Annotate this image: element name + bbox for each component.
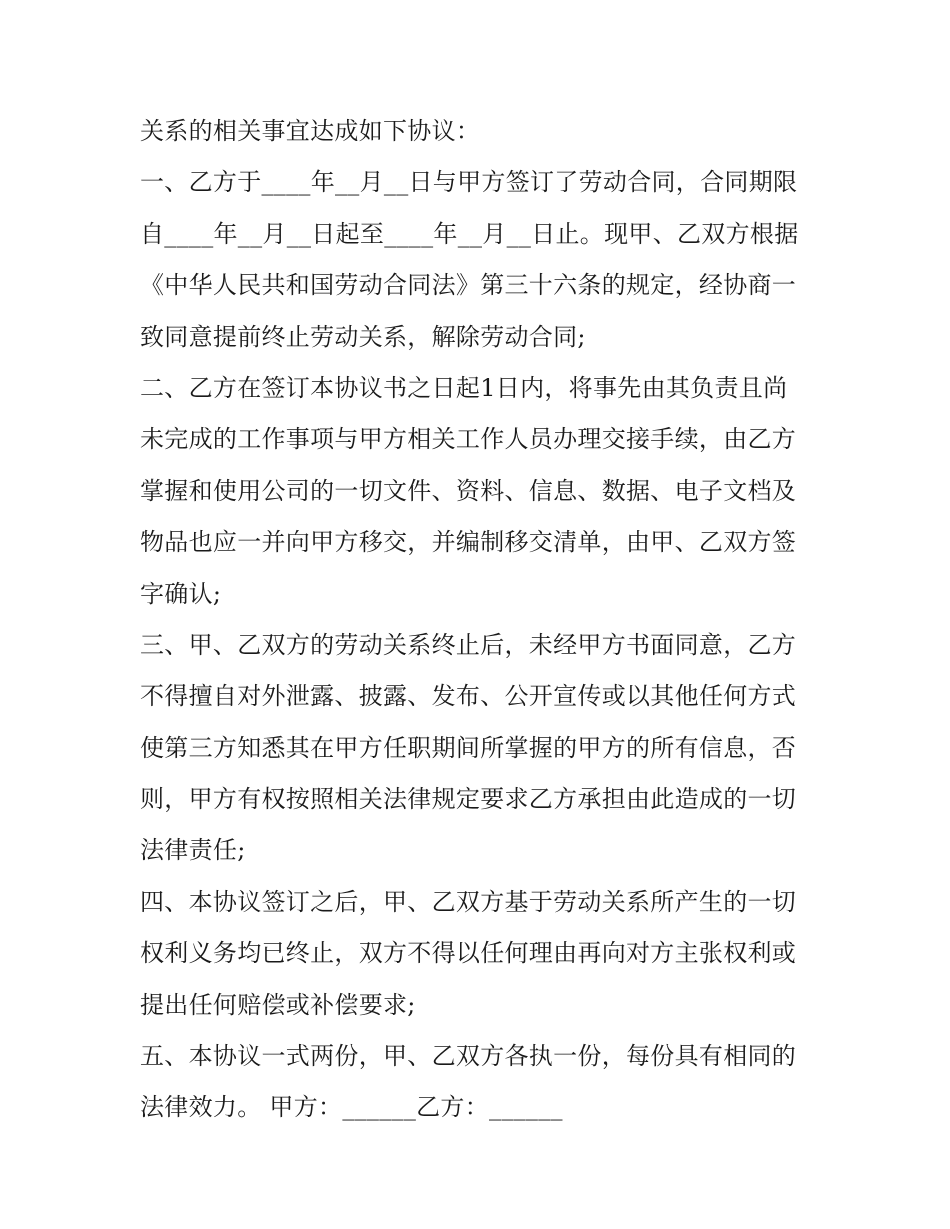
text-line: 五、本协议一式两份，甲、乙双方各执一份，每份具有相同的 [140,1042,797,1071]
text-line: 自____年__月__日起至____年__月__日止。现甲、乙双方根据 [140,219,799,248]
document-body [140,106,820,1134]
signature-line: 法律效力。 甲方：______乙方：______ [140,1093,563,1122]
text-line: 字确认; [140,579,222,608]
text-line: 权利义务均已终止，双方不得以任何理由再向对方主张权利或 [140,939,797,968]
text-line: 使第三方知悉其在甲方任职期间所掌握的甲方的所有信息，否 [140,733,797,762]
text-line: 物品也应一并向甲方移交，并编制移交清单，由甲、乙双方签 [140,528,797,557]
text-line: 一、乙方于____年__月__日与甲方签订了劳动合同，合同期限 [140,168,798,197]
text-line: 四、本协议签订之后，甲、乙双方基于劳动关系所产生的一切 [140,887,797,916]
text-line: 法律责任; [140,836,246,865]
text-line: 掌握和使用公司的一切文件、资料、信息、数据、电子文档及 [140,476,797,505]
text-line: 不得擅自对外泄露、披露、发布、公开宣传或以其他任何方式 [140,682,797,711]
text-line: 则，甲方有权按照相关法律规定要求乙方承担由此造成的一切 [140,785,797,814]
text-line: 致同意提前终止劳动关系，解除劳动合同; [140,322,586,351]
text-line: 《中华人民共和国劳动合同法》第三十六条的规定，经协商一 [140,271,797,300]
text-line: 未完成的工作事项与甲方相关工作人员办理交接手续，由乙方 [140,425,797,454]
text-line: 二、乙方在签订本协议书之日起1日内，将事先由其负责且尚 [140,373,788,402]
text-line: 三、甲、乙双方的劳动关系终止后，未经甲方书面同意，乙方 [140,630,797,659]
text-line: 提出任何赔偿或补偿要求; [140,990,416,1019]
text-line: 关系的相关事宜达成如下协议： [140,117,481,145]
